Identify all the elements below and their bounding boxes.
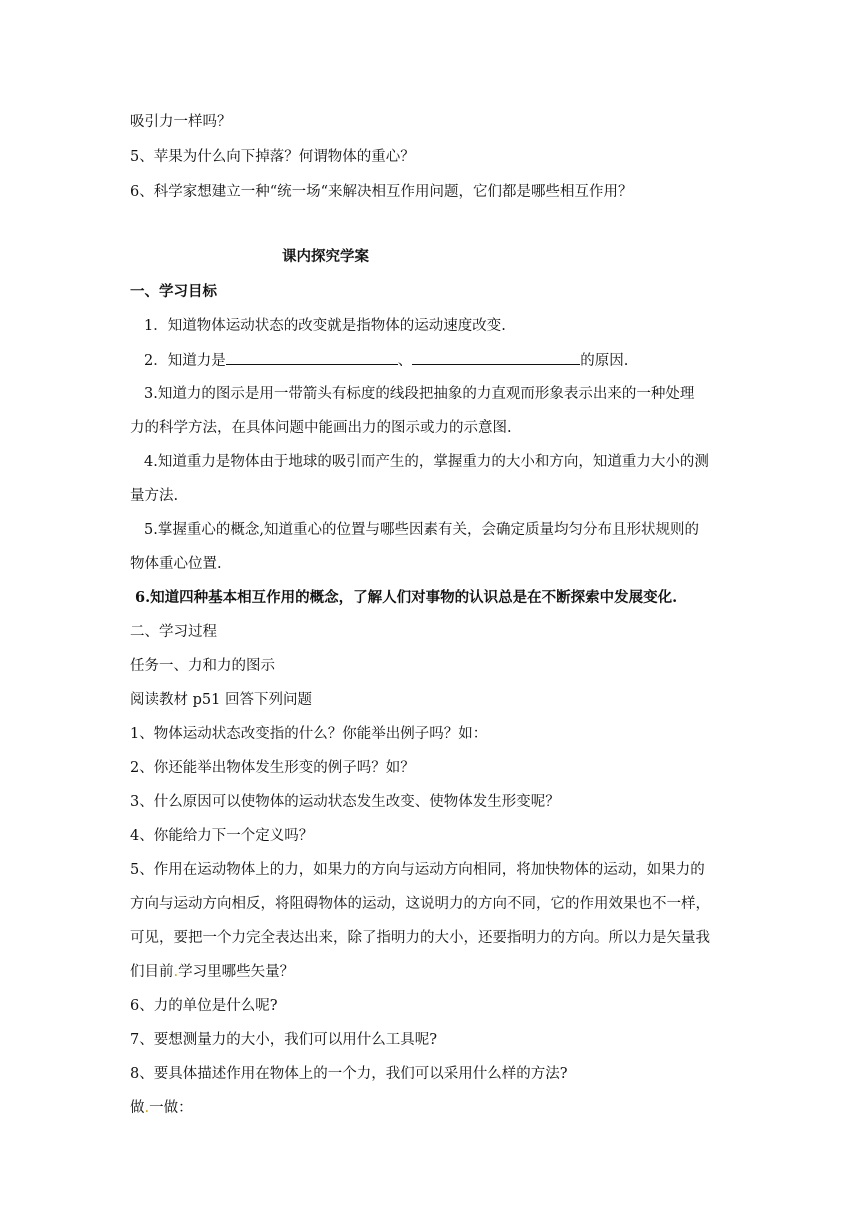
fill-blank-1[interactable] [226, 350, 398, 365]
goal-2-suffix: 的原因. [580, 353, 629, 369]
task-1-heading: 任务一、力和力的图示 [130, 658, 275, 674]
process-question-7: 7、要想测量力的大小，我们可以用什么工具呢? [130, 1032, 437, 1048]
goal-5-line-2: 物体重心位置. [130, 556, 222, 572]
heading-learning-goals: 一、学习目标 [130, 283, 217, 300]
goal-1: 1．知道物体运动状态的改变就是指物体的运动速度改变. [144, 318, 506, 334]
question-5-text-a: 们目前 [130, 964, 174, 980]
goal-4-line-2: 量方法. [130, 488, 179, 504]
process-question-4: 4、你能给力下一个定义吗？ [130, 828, 314, 844]
goal-5-line-1: 5.掌握重心的概念,知道重心的位置与哪些因素有关，会确定质量均匀分布且形状规则的 [144, 522, 699, 538]
goal-6: 6.知道四种基本相互作用的概念，了解人们对事物的认识总是在不断探索中发展变化. [135, 589, 678, 606]
question-5: 5、苹果为什么向下掉落？何谓物体的重心？ [130, 149, 415, 165]
goal-3-line-1: 3.知道力的图示是用一带箭头有标度的线段把抽象的力直观而形象表示出来的一种处理 [144, 386, 695, 402]
process-question-1: 1、物体运动状态改变指的什么？你能举出例子吗？如： [130, 726, 488, 742]
question-6: 6、科学家想建立一种“统一场“来解决相互作用问题，它们都是哪些相互作用？ [130, 184, 633, 200]
process-question-6: 6、力的单位是什么呢? [130, 998, 278, 1014]
process-question-2: 2、你还能举出物体发生形变的例子吗？如？ [130, 760, 415, 776]
goal-2 [144, 350, 628, 371]
activity-label [130, 1098, 193, 1118]
process-question-5-line-3: 可见，要把一个力完全表达出来，除了指明力的大小，还要指明力的方向。所以力是矢量我 [130, 930, 710, 946]
goal-4-line-1: 4.知道重力是物体由于地球的吸引而产生的，掌握重力的大小和方向，知道重力大小的测 [144, 454, 709, 470]
question-5-text-b: 学习里哪些矢量？ [178, 964, 295, 980]
process-question-8: 8、要具体描述作用在物体上的一个力，我们可以采用什么样的方法? [130, 1066, 568, 1082]
activity-text-a: 做 [130, 1100, 145, 1116]
process-question-3: 3、什么原因可以使物体的运动状态发生改变、使物体发生形变呢？ [130, 794, 560, 810]
process-question-5-line-1: 5、作用在运动物体上的力，如果力的方向与运动方向相同，将加快物体的运动，如果力的 [130, 862, 705, 878]
activity-text-b: 一做： [149, 1100, 193, 1116]
reading-instruction: 阅读教材 p51 回答下列问题 [130, 692, 312, 708]
dot-mark-icon: . [173, 964, 179, 980]
heading-learning-process: 二、学习过程 [130, 624, 217, 640]
goal-3-line-2: 力的科学方法，在具体问题中能画出力的图示或力的示意图. [130, 420, 512, 436]
fill-blank-2[interactable] [412, 350, 580, 365]
dot-mark-icon: . [144, 1100, 150, 1116]
process-question-5-line-4 [130, 962, 294, 982]
section-title: 课内探究学案 [282, 248, 369, 265]
process-question-5-line-2: 方向与运动方向相反，将阻碍物体的运动，这说明力的方向不同，它的作用效果也不一样， [130, 896, 710, 912]
goal-2-separator: 、 [397, 353, 413, 369]
goal-2-prefix: 2．知道力是 [144, 353, 226, 369]
text-line: 吸引力一样吗？ [130, 114, 232, 130]
